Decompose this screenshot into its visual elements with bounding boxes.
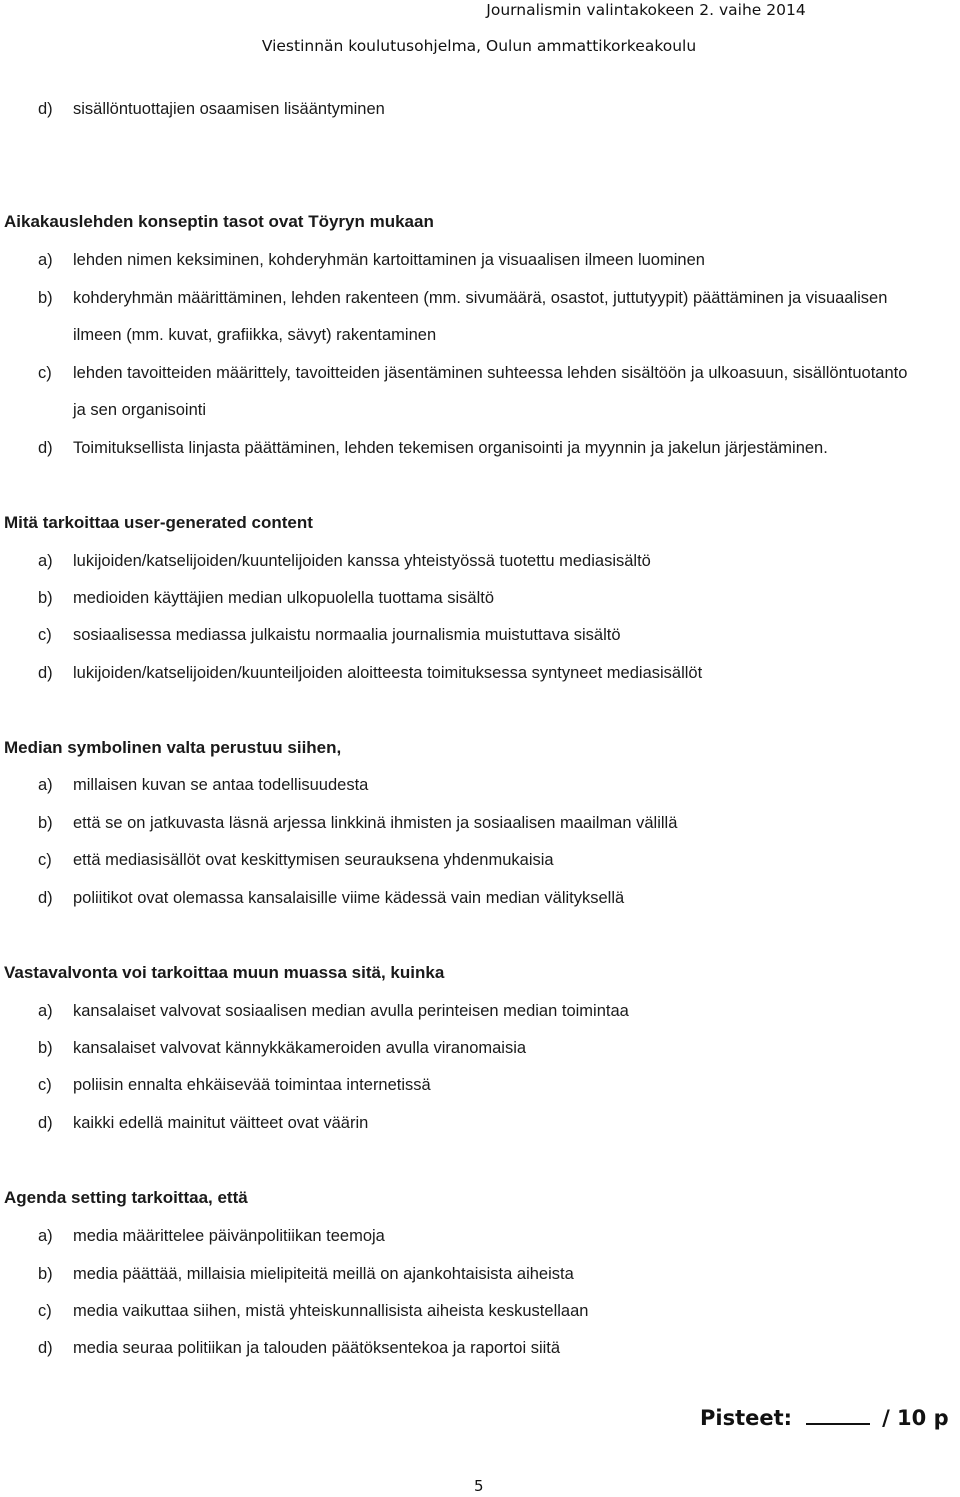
option-text: media vaikuttaa siihen, mistä yhteiskunnallisista aiheista keskustellaan — [73, 1302, 589, 1320]
question-2-option-b — [38, 580, 958, 617]
option-text: medioiden käyttäjien median ulkopuolella tuottama sisältö — [73, 589, 494, 607]
question-2-option-d — [38, 655, 958, 692]
question-heading-4: Vastavalvonta voi tarkoittaa muun muassa sitä, kuinka — [4, 963, 445, 982]
option-label: a) — [38, 552, 53, 570]
question-5-option-b — [38, 1256, 958, 1293]
option-label: c) — [38, 1076, 52, 1094]
option-text: lehden nimen keksiminen, kohderyhmän kartoittaminen ja visuaalisen ilmeen luominen — [73, 251, 705, 269]
option-label: b) — [38, 814, 53, 832]
option-text: lehden tavoitteiden määrittely, tavoitteiden jäsentäminen suhteessa lehden sisältöön ja ulkoasuun, sisällöntuotanto ja sen organisointi — [73, 364, 908, 419]
question-2-option-c — [38, 617, 958, 654]
option-text: sisällöntuottajien osaamisen lisääntyminen — [73, 100, 385, 118]
option-text: kohderyhmän määrittäminen, lehden rakenteen (mm. sivumäärä, osastot, juttutyypit) päättäminen ja visuaalisen ilmeen (mm. kuvat, grafiikka, sävyt) rakentaminen — [73, 289, 888, 344]
option-text: lukijoiden/katselijoiden/kuuntelijoiden kanssa yhteistyössä tuotettu mediasisältö — [73, 552, 651, 570]
score-line — [700, 1405, 949, 1430]
question-heading-3: Median symbolinen valta perustuu siihen, — [4, 738, 342, 757]
option-text: että se on jatkuvasta läsnä arjessa linkkinä ihmisten ja sosiaalisen maailman välillä — [73, 814, 678, 832]
question-1-option-a — [38, 242, 958, 279]
option-text: Toimituksellista linjasta päättäminen, lehden tekemisen organisointi ja myynnin ja jakelun järjestäminen. — [73, 439, 828, 457]
question-heading-1: Aikakauslehden konseptin tasot ovat Töyryn mukaan — [4, 212, 434, 231]
question-4-option-d — [38, 1105, 958, 1142]
option-text: kaikki edellä mainitut väitteet ovat väärin — [73, 1114, 369, 1132]
option-label: d) — [38, 1114, 53, 1132]
question-1-option-d — [38, 430, 958, 467]
option-label: b) — [38, 589, 53, 607]
question-2-option-a — [38, 543, 958, 580]
option-text: kansalaiset valvovat kännykkäkameroiden avulla viranomaisia — [73, 1039, 527, 1057]
option-label: b) — [38, 1265, 53, 1283]
page-number: 5 — [474, 1477, 484, 1495]
question-5-option-a — [38, 1218, 958, 1255]
question-3-option-d — [38, 880, 958, 917]
option-label: c) — [38, 1302, 52, 1320]
option-label: a) — [38, 1227, 53, 1245]
header-subtitle: Viestinnän koulutusohjelma, Oulun ammattikorkeakoulu — [261, 37, 697, 55]
question-heading-2: Mitä tarkoittaa user-generated content — [4, 513, 313, 532]
prev-question-option-d — [38, 91, 958, 128]
option-label: d) — [38, 439, 53, 457]
question-1-option-c — [38, 355, 920, 429]
option-label: a) — [38, 1002, 53, 1020]
question-3-option-a — [38, 767, 958, 804]
option-label: c) — [38, 851, 52, 869]
option-label: a) — [38, 776, 53, 794]
option-text: kansalaiset valvovat sosiaalisen median avulla perinteisen median toimintaa — [73, 1002, 629, 1020]
option-text: media määrittelee päivänpolitiikan teemoja — [73, 1227, 385, 1245]
option-text: media seuraa politiikan ja talouden päätöksentekoa ja raportoi siitä — [73, 1339, 561, 1357]
option-label: d) — [38, 100, 53, 118]
question-1-option-b — [38, 280, 920, 354]
question-5-option-c — [38, 1293, 958, 1330]
question-4-option-c — [38, 1067, 958, 1104]
question-heading-5: Agenda setting tarkoittaa, että — [4, 1188, 248, 1207]
question-3-option-c — [38, 842, 958, 879]
question-4-option-b — [38, 1030, 958, 1067]
option-text: media päättää, millaisia mielipiteitä meillä on ajankohtaisista aiheista — [73, 1265, 574, 1283]
option-text: poliitikot ovat olemassa kansalaisille viime kädessä vain median välityksellä — [73, 889, 625, 907]
option-text: millaisen kuvan se antaa todellisuudesta — [73, 776, 369, 794]
option-label: c) — [38, 626, 52, 644]
option-text: että mediasisällöt ovat keskittymisen seurauksena yhdenmukaisia — [73, 851, 554, 869]
score-suffix: / 10 p — [882, 1406, 949, 1430]
question-3-option-b — [38, 805, 958, 842]
option-label: d) — [38, 889, 53, 907]
option-label: b) — [38, 289, 53, 307]
score-label: Pisteet: — [700, 1406, 793, 1430]
option-label: c) — [38, 364, 52, 382]
question-4-option-a — [38, 993, 958, 1030]
score-blank-field[interactable] — [806, 1405, 870, 1425]
option-label: d) — [38, 1339, 53, 1357]
option-text: sosiaalisessa mediassa julkaistu normaalia journalismia muistuttava sisältö — [73, 626, 621, 644]
option-text: lukijoiden/katselijoiden/kuunteiljoiden aloitteesta toimituksessa syntyneet mediasisällöt — [73, 664, 703, 682]
option-label: d) — [38, 664, 53, 682]
option-label: a) — [38, 251, 53, 269]
question-5-option-d — [38, 1330, 958, 1367]
option-label: b) — [38, 1039, 53, 1057]
option-text: poliisin ennalta ehkäisevää toimintaa internetissä — [73, 1076, 431, 1094]
header-title: Journalismin valintakokeen 2. vaihe 2014 — [486, 1, 806, 19]
